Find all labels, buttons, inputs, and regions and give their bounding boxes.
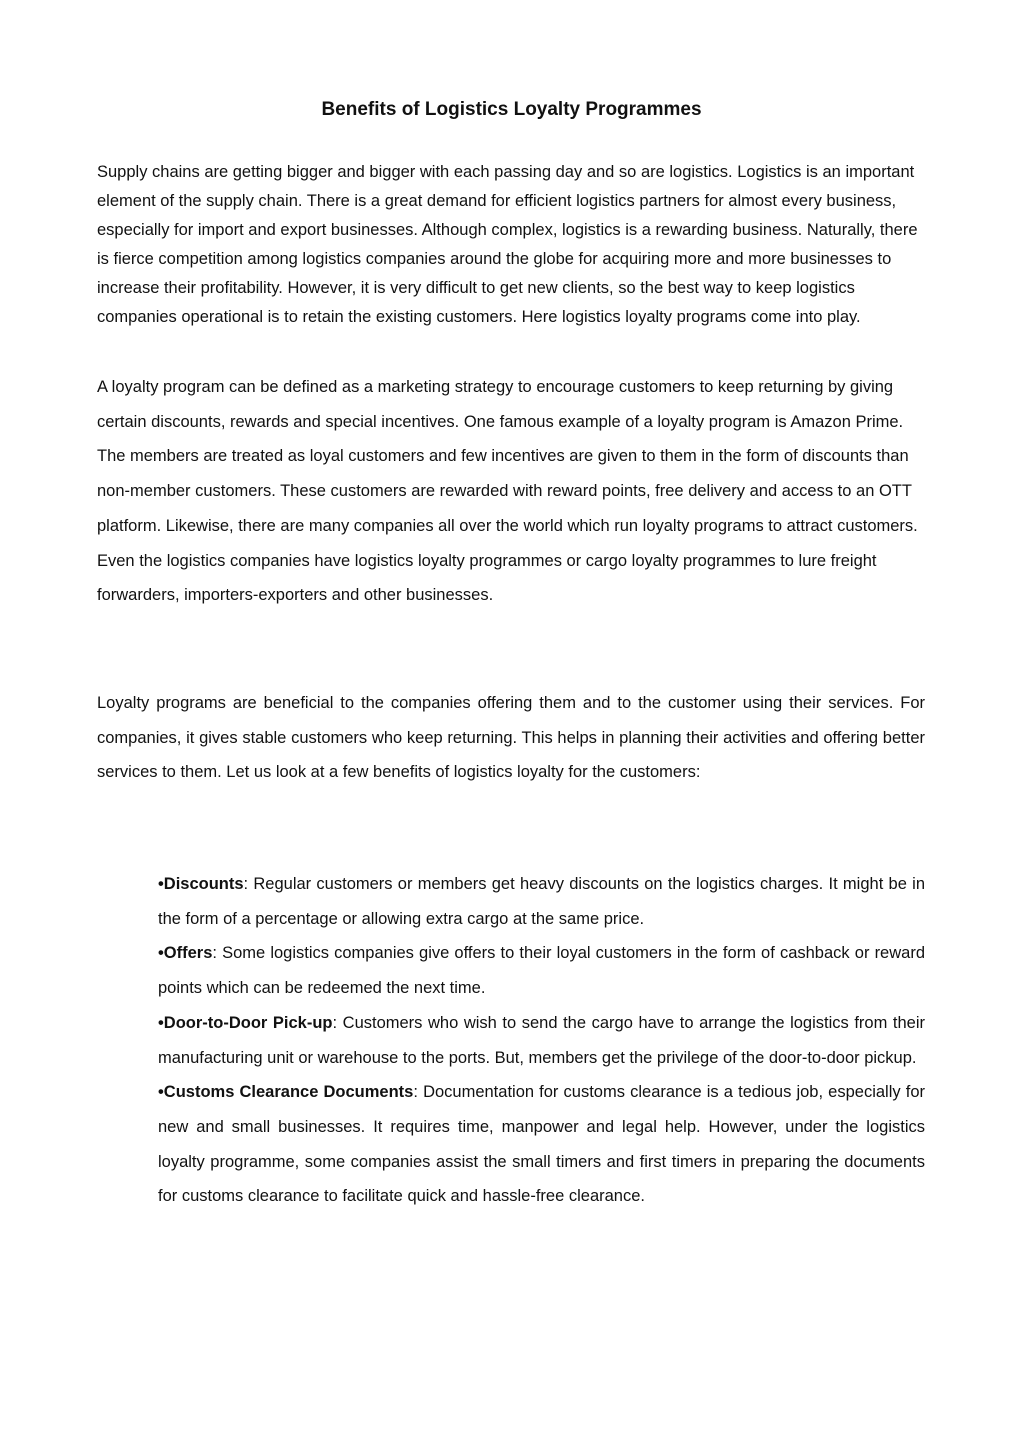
list-item-discounts (158, 867, 925, 936)
bullet-term: Offers (163, 944, 213, 963)
bullet-text: : Regular customers or members get heavy discounts on the logistics charges. It might be in the form of a percentage or allowing extra cargo at the same price. (158, 875, 925, 928)
bullet-icon: • (158, 944, 164, 963)
bullet-icon: • (158, 1083, 164, 1102)
bullet-text: : Customers who wish to send the cargo have to arrange the logistics from their manufacturing unit or warehouse to the ports. But, members get the privilege of the door-to-door pickup. (158, 1013, 925, 1067)
list-item-door-to-door (158, 1006, 925, 1075)
list-item-customs-clearance (158, 1075, 925, 1214)
bullet-term: Door-to-Door Pick-up (163, 1013, 333, 1032)
document-title: Benefits of Logistics Loyalty Programmes (321, 99, 702, 120)
paragraph-intro: Supply chains are getting bigger and bigger with each passing day and so are logistics. Logistics is an important element of the supply chain. There is a great demand for efficient logistics partners for almost every business, especially for import and export businesses. Although complex, logistics is a rewarding business. Naturally, there is fierce competition among logistics companies around the globe for acquiring more and more businesses to increase their profitability. However, it is very difficult to get new clients, so the best way to keep logistics companies operational is to retain the existing customers. Here logistics loyalty programs come into play. (97, 163, 918, 326)
bullet-icon: • (158, 1013, 164, 1032)
bullet-icon: • (158, 875, 164, 893)
bullet-text: : Documentation for customs clearance is a tedious job, especially for new and small businesses. It requires time, manpower and legal help. However, under the logistics loyalty programme, some companies assist the small timers and first timers in preparing the documents for customs clearance to facilitate quick and hassle-free clearance. (158, 1083, 925, 1206)
bullet-term: Customs Clearance Documents (163, 1083, 414, 1102)
bullet-text: : Some logistics companies give offers to their loyal customers in the form of cashback or reward points which can be redeemed the next time. (158, 944, 925, 998)
bullet-term: Discounts (163, 875, 244, 893)
paragraph-loyalty-definition: A loyalty program can be defined as a marketing strategy to encourage customers to keep returning by giving certain discounts, rewards and special incentives. One famous example of a loyalty program is Amazon Prime. The members are treated as loyal customers and few incentives are given to them in the form of discounts than non-member customers. These customers are rewarded with reward points, free delivery and access to an OTT platform. Likewise, there are many companies all over the world which run loyalty programs to attract customers. Even the logistics companies have logistics loyalty programmes or cargo loyalty programmes to lure freight forwarders, importers-exporters and other businesses. (97, 378, 918, 605)
paragraph-benefits-intro: Loyalty programs are beneficial to the companies offering them and to the customer using their services. For companies, it gives stable customers who keep returning. This helps in planning their activities and offering better services to them. Let us look at a few benefits of logistics loyalty for the customers: (97, 694, 925, 782)
list-item-offers (158, 936, 925, 1005)
benefits-list (158, 867, 925, 1214)
